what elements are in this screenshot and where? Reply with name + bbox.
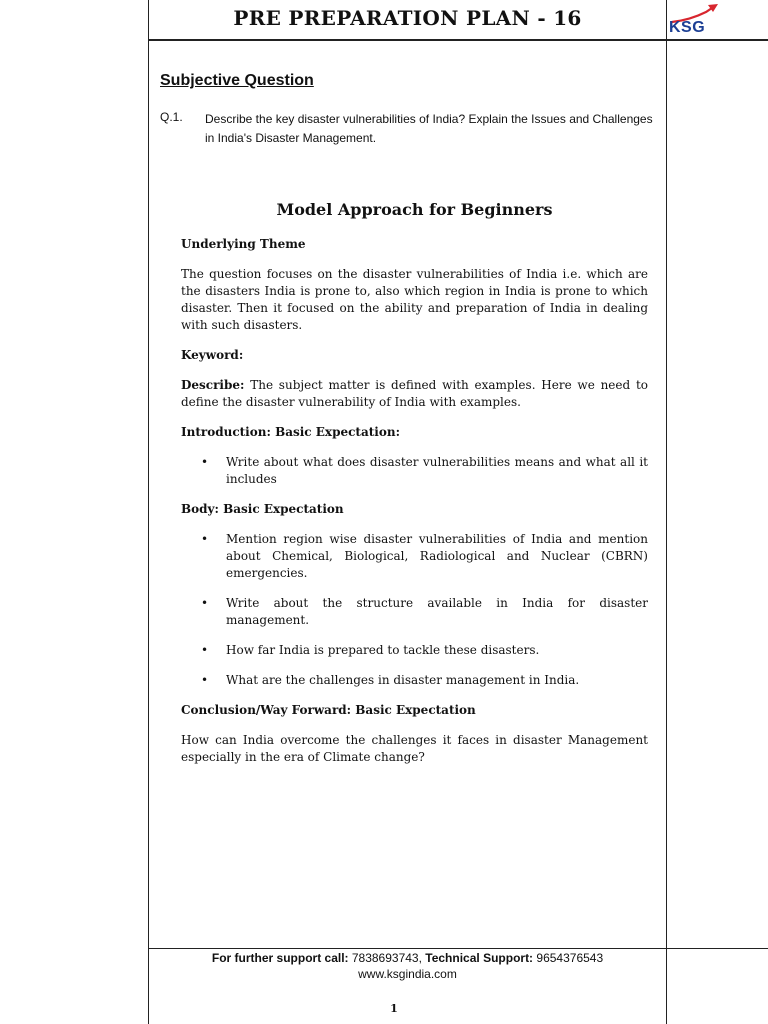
list-item: • Write about what does disaster vulnerabilities means and what all it includes (201, 455, 648, 486)
conclusion-text: How can India overcome the challenges it faces in disaster Management especially in the era of Climate change? (181, 733, 648, 764)
introduction-heading: Introduction: Basic Expectation: (181, 425, 400, 439)
footer-website[interactable]: www.ksgindia.com (358, 967, 457, 981)
underlying-theme-text: The question focuses on the disaster vulnerabilities of India i.e. which are the disasters India is prone to, also which region in India is prone to which disaster. Then it focused on the ability and preparation of India in dealing with such disasters. (181, 267, 648, 332)
section-heading: Subjective Question (160, 72, 314, 89)
page-number: 1 (390, 1002, 398, 1015)
list-item: • Mention region wise disaster vulnerabilities of India and mention about Chemical, Biological, Radiological and Nuclear (CBRN) emergencies. (201, 532, 648, 580)
tech-support-number: 9654376543 (533, 951, 604, 965)
question-number: Q.1. (160, 110, 183, 124)
support-label: For further support call: (211, 951, 349, 965)
keyword-heading: Keyword: (181, 348, 244, 362)
tech-support-label: Technical Support: (421, 951, 534, 965)
page-title: PRE PREPARATION PLAN - 16 (233, 6, 582, 30)
bullet-icon: • (201, 673, 209, 687)
conclusion-heading: Conclusion/Way Forward: Basic Expectation (181, 703, 476, 717)
describe-label: Describe: (181, 378, 245, 392)
list-item: • Write about the structure available in India for disaster management. (201, 596, 648, 627)
question-text: Describe the key disaster vulnerabilities of India? Explain the Issues and Challenges in India's Disaster Management. (205, 112, 653, 145)
bullet-icon: • (201, 596, 209, 610)
list-item: • What are the challenges in disaster management in India. (201, 673, 580, 687)
body-list (181, 531, 648, 689)
describe-text: The subject matter is defined with examples. Here we need to define the disaster vulnerability of India with examples. (181, 378, 648, 409)
body-heading: Body: Basic Expectation (181, 502, 344, 516)
ksg-logo (668, 2, 724, 38)
bullet-icon: • (201, 643, 209, 657)
underlying-theme-heading: Underlying Theme (181, 237, 306, 251)
page-frame-right-border (666, 0, 667, 1024)
bullet-icon: • (201, 455, 209, 469)
describe-paragraph (181, 377, 648, 411)
page-frame-left-border (148, 0, 149, 1024)
support-number: 7838693743, (348, 951, 422, 965)
list-item: • How far India is prepared to tackle these disasters. (201, 643, 540, 657)
bullet-icon: • (201, 532, 209, 546)
footer-divider (148, 948, 768, 949)
approach-title: Model Approach for Beginners (276, 200, 553, 219)
logo-text: KSG (669, 19, 706, 36)
approach-body (181, 236, 648, 779)
header-divider (148, 39, 768, 41)
footer-support (149, 951, 666, 965)
introduction-list (181, 454, 648, 488)
